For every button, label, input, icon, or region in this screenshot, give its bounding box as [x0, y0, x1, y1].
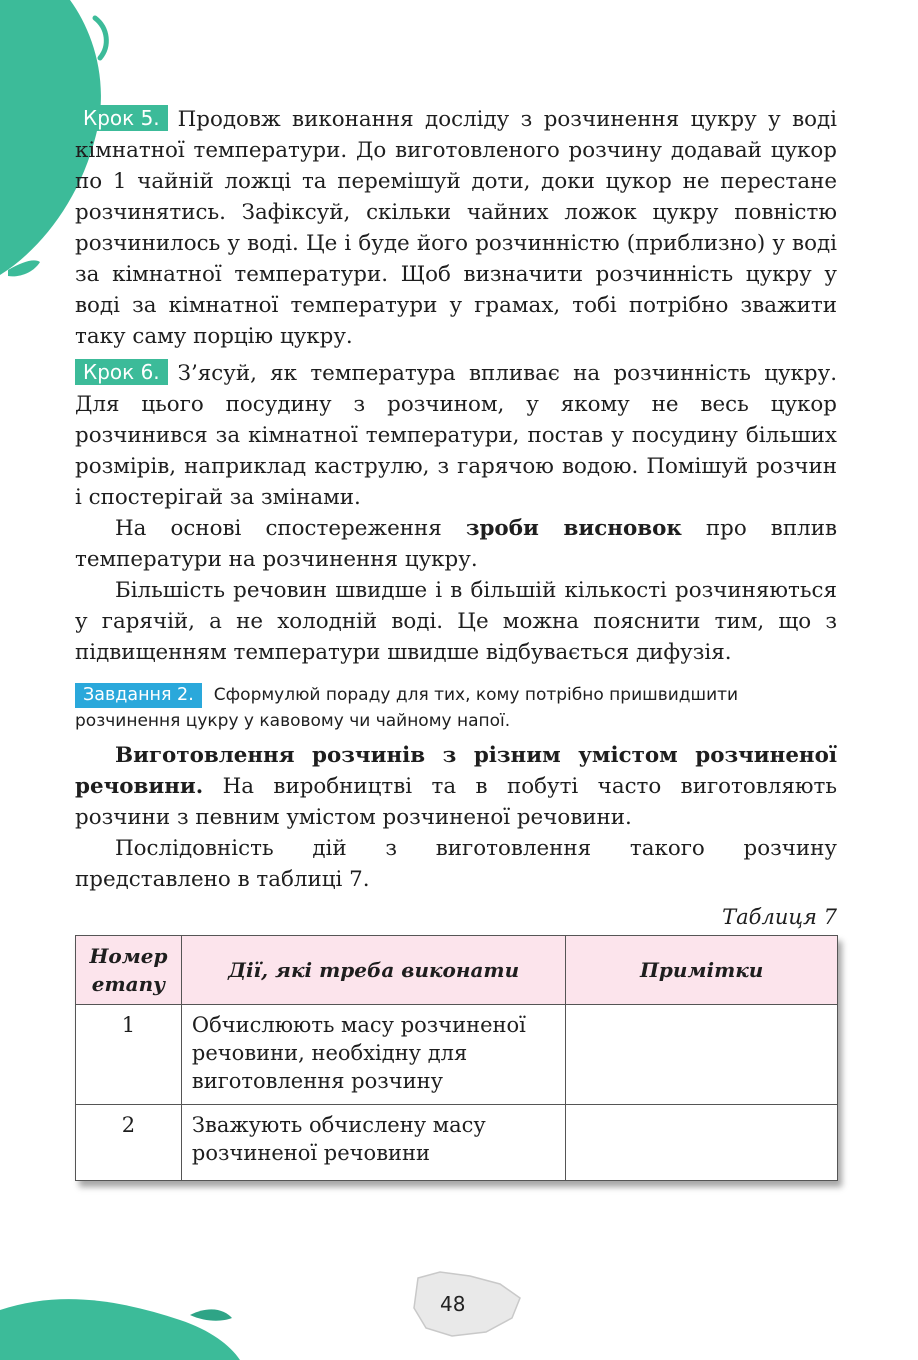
solutions-paragraph	[75, 740, 837, 833]
task2-text: Сформулюй пораду для тих, кому потрібно пришвидшити розчинення цукру у кавовому чи чайному напої.	[75, 685, 739, 731]
step6-badge: Крок 6.	[75, 359, 168, 385]
table-row	[76, 1105, 838, 1181]
header-stage-number: Номер етапу	[76, 936, 182, 1005]
row-note	[566, 1105, 838, 1181]
bottom-left-wave-2	[190, 1309, 232, 1320]
header-actions: Дії, які треба виконати	[181, 936, 565, 1005]
conclusion-paragraph	[75, 513, 837, 575]
row-number: 2	[76, 1105, 182, 1181]
row-number: 1	[76, 1005, 182, 1105]
table-7	[75, 935, 838, 1181]
row-note	[566, 1005, 838, 1105]
step5-badge: Крок 5.	[75, 105, 168, 131]
table-header-row	[76, 936, 838, 1005]
step5-paragraph	[75, 104, 837, 352]
conclusion-after: про вплив температури на розчинення цукру.	[75, 516, 837, 572]
table-caption: Таблиця 7	[722, 905, 837, 929]
solutions-heading: Виготовлення розчинів з різним умістом розчиненої речовини.	[75, 743, 837, 799]
header-notes: Примітки	[566, 936, 838, 1005]
solutions-text: На виробництві та в побуті часто виготовляють розчини з певним умістом розчиненої речовини.	[75, 774, 837, 830]
page-number: 48	[440, 1292, 466, 1316]
row-action: Обчислюють масу розчиненої речовини, необхідну для виготовлення розчину	[181, 1005, 565, 1105]
diffusion-paragraph: Більшість речовин швидше і в більшій кількості розчиняються у гарячій, а не холодній воді. Це можна пояснити тим, що з підвищенням температури швидше відбувається дифузія.	[75, 578, 837, 665]
conclusion-bold: зроби висновок	[465, 516, 682, 541]
top-arc	[95, 18, 106, 58]
step6-text: З’ясуй, як температура впливає на розчинність цукру. Для цього посудину з розчином, у якому не весь цукор розчинився за кімнатної температури, постав у посудину більших розмірів, наприклад каструлю, з гарячою водою. Помішуй розчин і спостерігай за змінами.	[75, 361, 837, 510]
task2-block	[75, 682, 837, 734]
bottom-left-wave	[0, 1299, 240, 1360]
table-row	[76, 1005, 838, 1105]
page-number-paper	[414, 1272, 520, 1336]
row-action: Зважують обчислену масу розчиненої речовини	[181, 1105, 565, 1181]
page-content	[75, 104, 837, 1181]
step5-text: Продовж виконання досліду з розчинення цукру у воді кімнатної температури. До виготовленого розчину додавай цукор по 1 чайній ложці та перемішуй доти, доки цукор не перестане розчинятись. Зафіксуй, скільки чайних ложок цукру повністю розчинилось у воді. Це і буде його розчинністю (приблизно) у воді за кімнатної температури. Щоб визначити розчинність цукру у воді за кімнатної температури у грамах, тобі потрібно зважити таку саму порцію цукру.	[75, 107, 837, 349]
conclusion-before: На основі спостереження	[115, 516, 466, 541]
step6-paragraph	[75, 358, 837, 513]
sequence-paragraph: Послідовність дій з виготовлення такого розчину представлено в таблиці 7.	[75, 836, 837, 892]
task2-badge: Завдання 2.	[75, 683, 202, 708]
